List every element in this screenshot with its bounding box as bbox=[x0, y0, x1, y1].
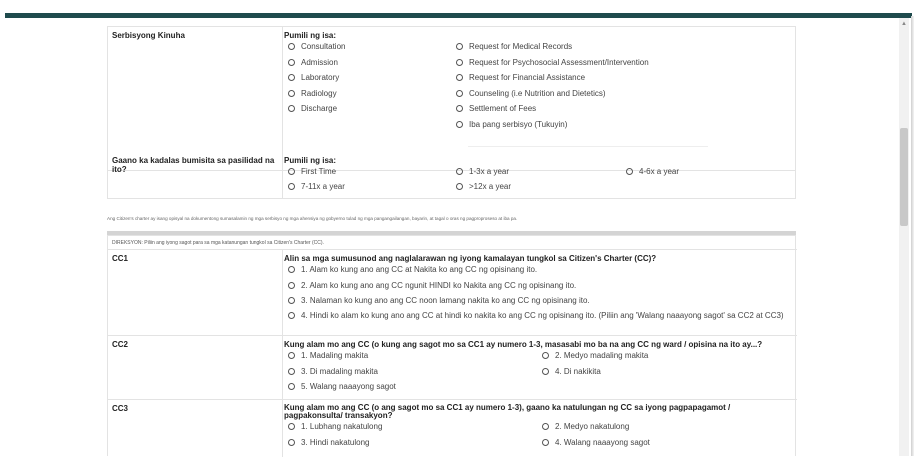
radio-4-6x[interactable] bbox=[626, 167, 679, 177]
radio-cc2-4[interactable] bbox=[542, 367, 601, 377]
radio-cc1-1[interactable] bbox=[288, 265, 537, 275]
option-label: 2. Alam ko kung ano ang CC ngunit HINDI ko Nakita ang CC ng opisinang ito. bbox=[301, 281, 577, 290]
option-label: 4-6x a year bbox=[639, 167, 680, 176]
radio-icon[interactable] bbox=[542, 439, 549, 446]
radio-settlement[interactable] bbox=[456, 104, 536, 114]
radio-cc3-4[interactable] bbox=[542, 438, 650, 448]
survey-form bbox=[107, 18, 796, 456]
radio-consultation[interactable] bbox=[288, 42, 345, 52]
row-divider bbox=[108, 399, 797, 400]
radio-radiology[interactable] bbox=[288, 89, 337, 99]
radio-icon[interactable] bbox=[456, 90, 463, 97]
serbisyo-prompt: Pumili ng isa: bbox=[284, 31, 337, 40]
radio-icon[interactable] bbox=[288, 312, 295, 319]
radio-icon[interactable] bbox=[542, 368, 549, 375]
radio-cc2-1[interactable] bbox=[288, 351, 368, 361]
serbisyo-label: Serbisyong Kinuha bbox=[112, 31, 185, 40]
option-label: Request for Medical Records bbox=[469, 42, 573, 51]
radio-icon[interactable] bbox=[288, 90, 295, 97]
radio-cc1-2[interactable] bbox=[288, 281, 576, 291]
direksyon-text: DIREKSYON: Piliin ang iyong sagot para sa mga katanungan tungkol sa Citizen's Charter (CC). bbox=[112, 240, 324, 246]
option-label: 3. Nalaman ko kung ano ang CC noon lamang nakita ko ang CC ng opisinang ito. bbox=[301, 296, 590, 305]
radio-icon[interactable] bbox=[288, 168, 295, 175]
option-label: 4. Di nakikita bbox=[555, 367, 601, 376]
scrollbar[interactable] bbox=[899, 18, 909, 456]
cc3-question: Kung alam mo ang CC (o ang sagot mo sa CC1 ay numero 1-3), gaano ka natulungan ng CC sa iyong pagpapagamot / pagpakonsulta/ transakyon? bbox=[284, 403, 731, 420]
radio-admission[interactable] bbox=[288, 58, 338, 68]
cc1-question: Alin sa mga sumusunod ang naglalarawan ng iyong kamalayan tungkol sa Citizen's Charter (CC)? bbox=[284, 254, 657, 263]
radio-icon[interactable] bbox=[288, 43, 295, 50]
cc2-label: CC2 bbox=[112, 340, 129, 349]
radio-icon[interactable] bbox=[456, 121, 463, 128]
option-label: Radiology bbox=[301, 89, 337, 98]
radio-cc2-2[interactable] bbox=[542, 351, 648, 361]
charter-note: Ang Citizen's charter ay isang opisyal na dokumentong sumasalamin ng mga serbisyo ng mga ahensiya ng gobyerno tulad ng mga pangangailangan, bayarin, at tagal o oras ng pagproproseso at iba pa. bbox=[107, 216, 518, 221]
tukuyin-input-line[interactable] bbox=[468, 146, 708, 147]
option-label: Request for Psychosocial Assessment/Intervention bbox=[469, 58, 649, 67]
option-label: First Time bbox=[301, 167, 337, 176]
column-divider bbox=[282, 152, 283, 199]
radio-icon[interactable] bbox=[456, 105, 463, 112]
option-label: 4. Hindi ko alam ko kung ano ang CC at hindi ko nakita ko ang CC ng opisinang ito. (Piliin ang 'Walang naaayong sagot' sa CC2 at CC3) bbox=[301, 311, 784, 320]
radio-medical-records[interactable] bbox=[456, 42, 572, 52]
option-label: 5. Walang naaayong sagot bbox=[301, 382, 396, 391]
cc3-label: CC3 bbox=[112, 404, 129, 413]
option-label: 1. Lubhang nakatulong bbox=[301, 422, 383, 431]
radio-12x[interactable] bbox=[456, 182, 511, 192]
option-label: 3. Hindi nakatulong bbox=[301, 438, 370, 447]
scroll-up-arrow-icon[interactable]: ▲ bbox=[901, 21, 907, 27]
radio-icon[interactable] bbox=[288, 423, 295, 430]
option-label: Admission bbox=[301, 58, 338, 67]
radio-icon[interactable] bbox=[288, 105, 295, 112]
radio-icon[interactable] bbox=[288, 368, 295, 375]
option-label: Consultation bbox=[301, 42, 346, 51]
column-divider bbox=[282, 27, 283, 172]
radio-icon[interactable] bbox=[288, 297, 295, 304]
radio-icon[interactable] bbox=[456, 43, 463, 50]
radio-icon[interactable] bbox=[456, 59, 463, 66]
radio-counseling[interactable] bbox=[456, 89, 606, 99]
radio-iba-pang-serbisyo[interactable] bbox=[456, 120, 567, 130]
cc1-label: CC1 bbox=[112, 254, 129, 263]
option-label: 2. Medyo madaling makita bbox=[555, 351, 649, 360]
option-label: 3. Di madaling makita bbox=[301, 367, 378, 376]
option-label: >12x a year bbox=[469, 182, 512, 191]
radio-discharge[interactable] bbox=[288, 104, 337, 114]
radio-icon[interactable] bbox=[456, 74, 463, 81]
scroll-thumb[interactable] bbox=[900, 128, 908, 226]
radio-icon[interactable] bbox=[288, 74, 295, 81]
option-label: Request for Financial Assistance bbox=[469, 73, 586, 82]
radio-icon[interactable] bbox=[288, 352, 295, 359]
option-label: 2. Medyo nakatulong bbox=[555, 422, 630, 431]
radio-1-3x[interactable] bbox=[456, 167, 509, 177]
radio-icon[interactable] bbox=[288, 59, 295, 66]
radio-icon[interactable] bbox=[288, 282, 295, 289]
radio-financial-assistance[interactable] bbox=[456, 73, 585, 83]
option-label: Settlement of Fees bbox=[469, 104, 537, 113]
option-label: 7-11x a year bbox=[301, 182, 345, 191]
radio-cc2-5[interactable] bbox=[288, 382, 396, 392]
radio-icon[interactable] bbox=[288, 183, 295, 190]
radio-icon[interactable] bbox=[626, 168, 633, 175]
option-label: Iba pang serbisyo (Tukuyin) bbox=[469, 120, 568, 129]
radio-icon[interactable] bbox=[288, 439, 295, 446]
option-label: 4. Walang naaayong sagot bbox=[555, 438, 650, 447]
radio-icon[interactable] bbox=[456, 183, 463, 190]
window-shadow bbox=[911, 16, 914, 456]
option-label: 1. Madaling makita bbox=[301, 351, 369, 360]
option-label: Laboratory bbox=[301, 73, 340, 82]
radio-cc1-3[interactable] bbox=[288, 296, 590, 306]
dalas-section bbox=[107, 152, 796, 199]
radio-cc2-3[interactable] bbox=[288, 367, 378, 377]
dalas-prompt: Pumili ng isa: bbox=[284, 156, 337, 165]
radio-cc3-2[interactable] bbox=[542, 422, 629, 432]
cc-section bbox=[107, 235, 796, 456]
radio-cc3-3[interactable] bbox=[288, 438, 370, 448]
option-label: 1-3x a year bbox=[469, 167, 510, 176]
radio-icon[interactable] bbox=[288, 383, 295, 390]
radio-icon[interactable] bbox=[542, 423, 549, 430]
cc2-question: Kung alam mo ang CC (o kung ang sagot mo sa CC1 ay numero 1-3, masasabi mo ba na ang CC ng ward / opisina na ito ay...? bbox=[284, 340, 763, 349]
radio-icon[interactable] bbox=[288, 266, 295, 273]
serbisyo-section bbox=[107, 26, 796, 171]
dalas-label: Gaano ka kadalas bumisita sa pasilidad na ito? bbox=[112, 156, 275, 174]
radio-icon[interactable] bbox=[542, 352, 549, 359]
option-label: Counseling (i.e Nutrition and Dietetics) bbox=[469, 89, 606, 98]
radio-laboratory[interactable] bbox=[288, 73, 339, 83]
radio-icon[interactable] bbox=[456, 168, 463, 175]
column-divider bbox=[282, 249, 283, 457]
radio-first-time[interactable] bbox=[288, 167, 336, 177]
option-label: 1. Alam ko kung ano ang CC at Nakita ko ang CC ng opisinang ito. bbox=[301, 265, 538, 274]
row-divider bbox=[108, 335, 797, 336]
row-divider bbox=[108, 249, 797, 250]
option-label: Discharge bbox=[301, 104, 338, 113]
radio-7-11x[interactable] bbox=[288, 182, 345, 192]
radio-psychosocial[interactable] bbox=[456, 58, 649, 68]
radio-cc1-4[interactable] bbox=[288, 312, 788, 320]
radio-cc3-1[interactable] bbox=[288, 422, 382, 432]
